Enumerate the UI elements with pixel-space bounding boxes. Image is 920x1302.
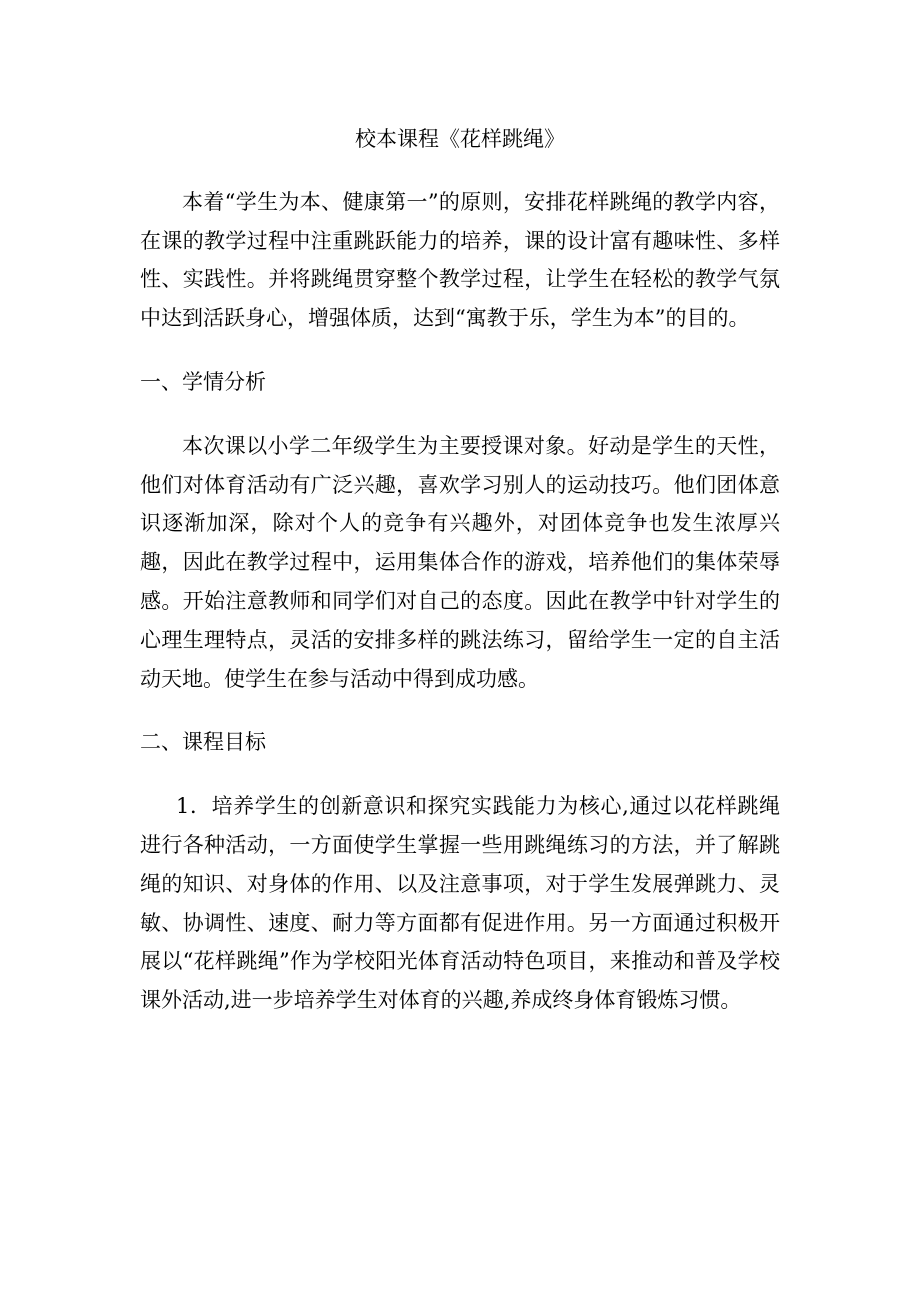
learning-analysis-paragraph: 本次课以小学二年级学生为主要授课对象。好动是学生的天性，他们对体育活动有广泛兴趣，喜欢学习别人的运动技巧。他们团体意识逐渐加深，除对个人的竞争有兴趣外，对团体竞争也发生浓厚兴趣，因此在教学过程中，运用集体合作的游戏，培养他们的集体荣辱感。开始注意教师和同学们对自己的态度。因此在教学中针对学生的心理生理特点，灵活的安排多样的跳法练习，留给学生一定的自主活动天地。使学生在参与活动中得到成功感。 [140, 433, 780, 691]
section-heading-learning-analysis: 一、学情分析 [140, 369, 266, 394]
document-page [140, 120, 780, 1020]
section-heading-course-goals: 二、课程目标 [140, 730, 266, 755]
document-title: 校本课程《花样跳绳》 [355, 127, 565, 151]
course-goal-item-1: 1．培养学生的创新意识和探究实践能力为核心,通过以花样跳绳进行各种活动，一方面使学生掌握一些用跳绳练习的方法，并了解跳绳的知识、对身体的作用、以及注意事项，对于学生发展弹跳力、灵敏、协调性、速度、耐力等方面都有促进作用。另一方面通过积极开展以“花样跳绳”作为学校阳光体育活动特色项目，来推动和普及学校课外活动,进一步培养学生对体育的兴趣,养成终身体育锻炼习惯。 [140, 794, 780, 1013]
intro-paragraph: 本着“学生为本、健康第一”的原则，安排花样跳绳的教学内容，在课的教学过程中注重跳跃能力的培养，课的设计富有趣味性、多样性、实践性。并将跳绳贯穿整个教学过程，让学生在轻松的教学气氛中达到活跃身心，增强体质，达到“寓教于乐，学生为本”的目的。 [140, 189, 780, 331]
